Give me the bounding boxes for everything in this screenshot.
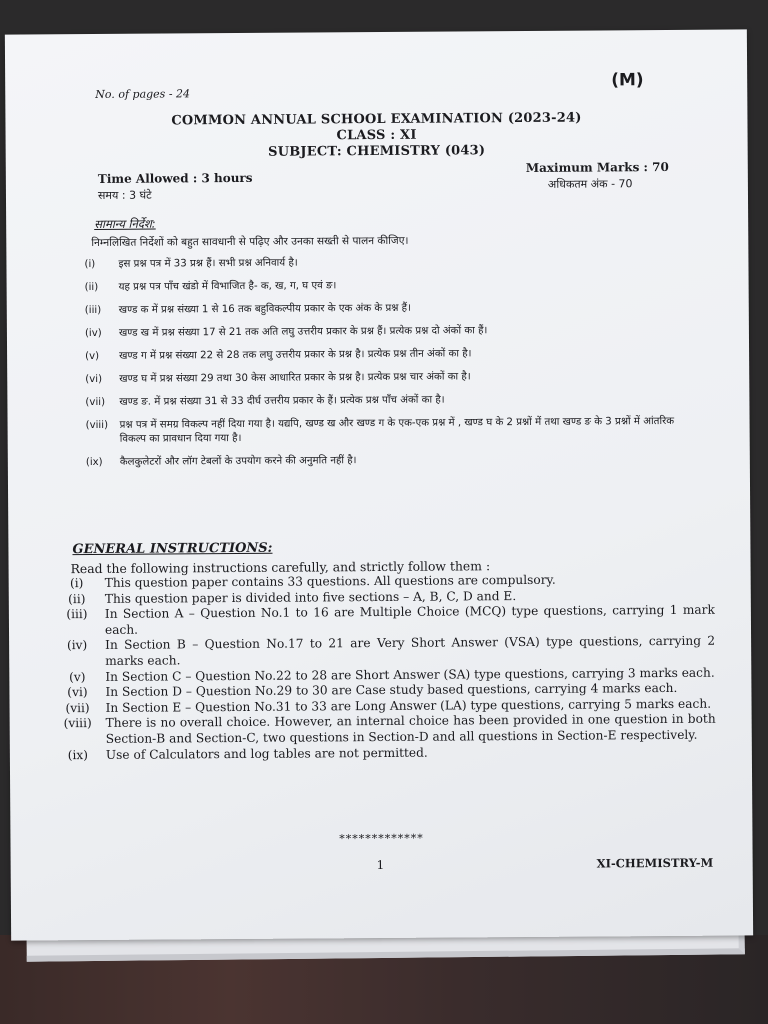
exam-paper-page: [5, 29, 753, 940]
general-instructions-intro: Read the following instructions carefully, and strictly follow them :: [70, 558, 491, 577]
hindi-instructions-list: [84, 254, 686, 479]
list-item: (iii) In Section A – Question No.1 to 16 are Multiple Choice (MCQ) type questions, carrying 1 mark each.: [66, 602, 715, 637]
list-item: (iv) In Section B – Question No.17 to 21 are Very Short Answer (VSA) type questions, carrying 2 marks each.: [66, 634, 716, 668]
list-item: (iv) खण्ड ख में प्रश्न संख्या 17 से 21 तक अति लघु उत्तरीय प्रकार के प्रश्न हैं। प्रत्येक प्रश्न दो अंकों का हैं।: [84, 325, 488, 340]
list-item: (iii) खण्ड क में प्रश्न संख्या 1 से 16 तक बहुविकल्पीय प्रकार के एक अंक के प्रश्न हैं।: [84, 302, 411, 317]
list-item: (viii) प्रश्न पत्र में समग्र विकल्प नहीं दिया गया है। यद्यपि, खण्ड ख और खण्ड ग के एक-एक प्रश्न में , खण्ड घ के 2 प्रश्नों में तथा खण्ड ङ के 3 प्रश्नों में आंतरिक विकल्प का प्रावधान दिया गया है।: [85, 415, 675, 445]
page-count: No. of pages - 24: [95, 87, 191, 101]
time-allowed-hindi: समय : 3 घंटे: [97, 188, 152, 202]
list-item: (ii) यह प्रश्न पत्र पाँच खंडो में विभाजित है- क, ख, ग, घ एवं ङ।: [84, 280, 337, 294]
subject-label: SUBJECT: CHEMISTRY (043): [268, 143, 486, 160]
hindi-instructions-heading: सामान्य निर्देश:: [94, 216, 156, 231]
set-code: (M): [611, 70, 644, 91]
list-item: (vii) खण्ड ङ. में प्रश्न संख्या 31 से 33 दीर्घ उत्तरीय प्रकार के हैं। प्रत्येक प्रश्न पाँच अंकों का है।: [85, 394, 445, 409]
list-item: (vii) In Section E – Question No.31 to 33 are Long Answer (LA) type questions, carrying 5 marks each.: [65, 696, 712, 715]
general-instructions-heading: GENERAL INSTRUCTIONS:: [72, 540, 273, 558]
list-item: (v) खण्ड ग में प्रश्न संख्या 22 से 28 तक लघु उत्तरीय प्रकार के प्रश्न है। प्रत्येक प्रश्न तीन अंकों का है।: [85, 348, 472, 363]
list-item: (ii) This question paper is divided into five sections – A, B, C, D and E.: [68, 588, 517, 606]
max-marks: Maximum Marks : 70: [525, 159, 669, 175]
list-item: (v) In Section C – Question No.22 to 28 are Short Answer (SA) type questions, carrying 3 marks each.: [69, 665, 715, 684]
paper-code: XI-CHEMISTRY-M: [596, 855, 714, 871]
list-item: (vi) In Section D – Question No.29 to 30 are Case study based questions, carrying 4 marks each.: [67, 681, 678, 700]
time-allowed: Time Allowed : 3 hours: [97, 170, 253, 186]
page-number: 1: [376, 857, 385, 873]
hindi-instructions-intro: निम्नलिखित निर्देशों को बहुत सावधानी से पढ़िए और उनका सख्ती से पालन कीजिए।: [91, 234, 409, 250]
list-item: (i) इस प्रश्न पत्र में 33 प्रश्न हैं। सभी प्रश्न अनिवार्य है।: [84, 257, 298, 271]
end-stars: *************: [339, 831, 424, 846]
max-marks-hindi: अधिकतम अंक - 70: [547, 177, 633, 191]
list-item: (ix) कैलकुलेटरों और लॉग टेबलों के उपयोग करने की अनुमति नहीं है।: [85, 455, 357, 469]
list-item: (viii) There is no overall choice. However, an internal choice has been provided in one question in both Section-B and Section-C, two questions in Section-D and all questions in Section-E respectively.: [63, 711, 716, 746]
general-instructions-list: [53, 572, 716, 764]
list-item: (i) This question paper contains 33 questions. All questions are compulsory.: [69, 572, 556, 591]
list-item: (ix) Use of Calculators and log tables are not permitted.: [67, 745, 428, 762]
list-item: (vi) खण्ड घ में प्रश्न संख्या 29 तथा 30 केस आधारित प्रकार के प्रश्न है। प्रत्येक प्रश्न चार अंकों का है।: [85, 371, 471, 386]
exam-title: COMMON ANNUAL SCHOOL EXAMINATION (2023-24): [171, 110, 582, 129]
class-label: CLASS : XI: [336, 127, 417, 144]
